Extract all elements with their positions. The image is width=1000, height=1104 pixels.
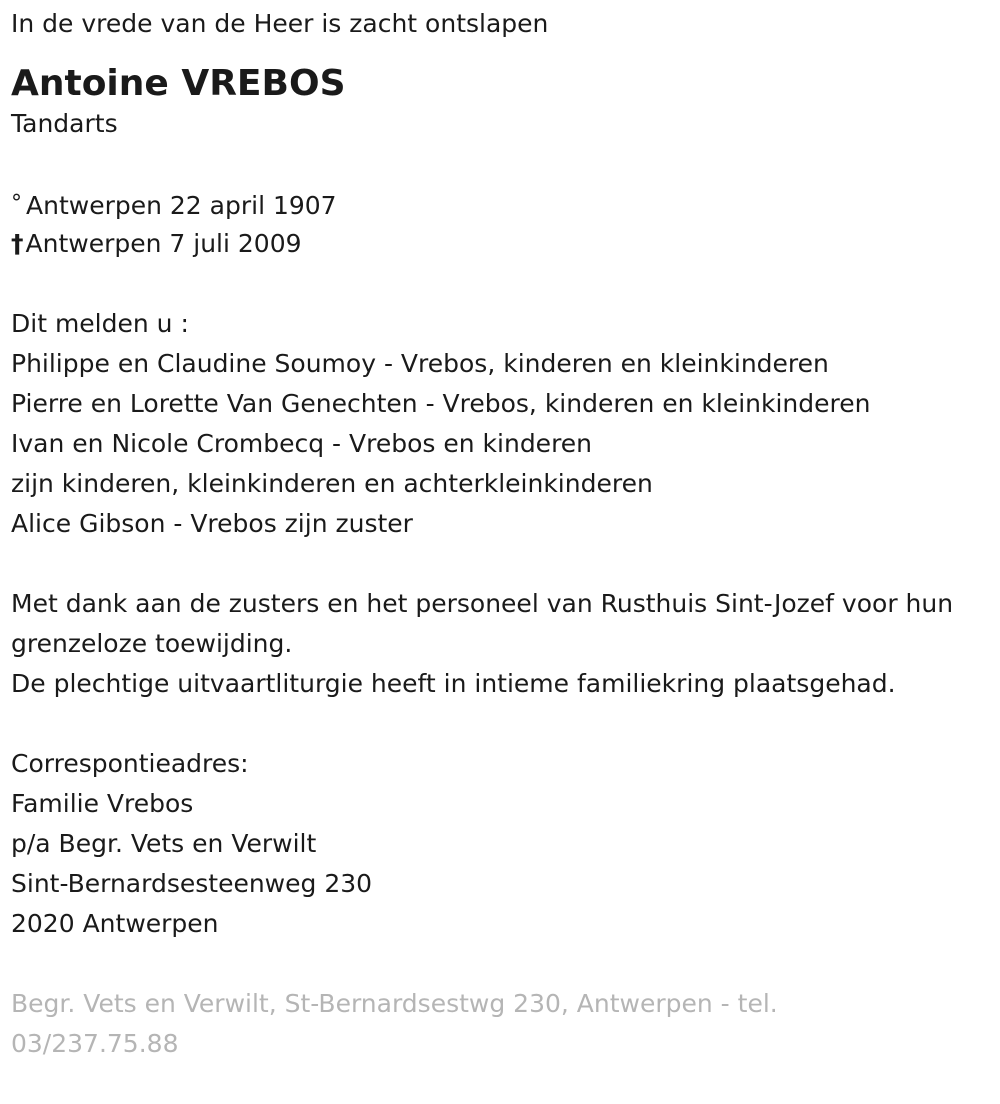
- deceased-name: Antoine VREBOS: [11, 63, 346, 104]
- spacer: [11, 704, 991, 744]
- birth-text: Antwerpen 22 april 1907: [26, 191, 337, 220]
- spacer: [11, 944, 991, 984]
- birth-line: [11, 184, 991, 224]
- family-line: Philippe en Claudine Soumoy - Vrebos, kinderen en kleinkinderen: [11, 349, 829, 378]
- announced-by-label: Dit melden u :: [11, 309, 189, 338]
- spacer: [11, 144, 991, 184]
- birth-symbol-icon: °: [11, 191, 22, 216]
- ceremony-paragraph: De plechtige uitvaartliturgie heeft in intieme familiekring plaatsgehad.: [11, 669, 896, 698]
- spacer: [11, 264, 991, 304]
- obituary-notice: [11, 4, 991, 1064]
- family-line: Alice Gibson - Vrebos zijn zuster: [11, 509, 413, 538]
- death-text: Antwerpen 7 juli 2009: [25, 229, 302, 258]
- thanks-paragraph: Met dank aan de zusters en het personeel van Rusthuis Sint-Jozef voor hun grenzeloze toewijding.: [11, 589, 954, 658]
- profession: Tandarts: [11, 109, 118, 138]
- correspondence-label: Correspontieadres:: [11, 749, 249, 778]
- address-line: Familie Vrebos: [11, 789, 194, 818]
- funeral-home-footer: Begr. Vets en Verwilt, St-Bernardsestwg 230, Antwerpen - tel. 03/237.75.88: [11, 989, 778, 1058]
- family-line: Ivan en Nicole Crombecq - Vrebos en kinderen: [11, 429, 593, 458]
- family-line: zijn kinderen, kleinkinderen en achterkleinkinderen: [11, 469, 653, 498]
- address-line: p/a Begr. Vets en Verwilt: [11, 829, 317, 858]
- spacer: [11, 544, 991, 584]
- death-line: [11, 224, 991, 264]
- family-line: Pierre en Lorette Van Genechten - Vrebos, kinderen en kleinkinderen: [11, 389, 871, 418]
- address-line: 2020 Antwerpen: [11, 909, 219, 938]
- intro-line: In de vrede van de Heer is zacht ontslapen: [11, 9, 549, 38]
- address-line: Sint-Bernardsesteenweg 230: [11, 869, 373, 898]
- cross-icon: †: [11, 229, 24, 258]
